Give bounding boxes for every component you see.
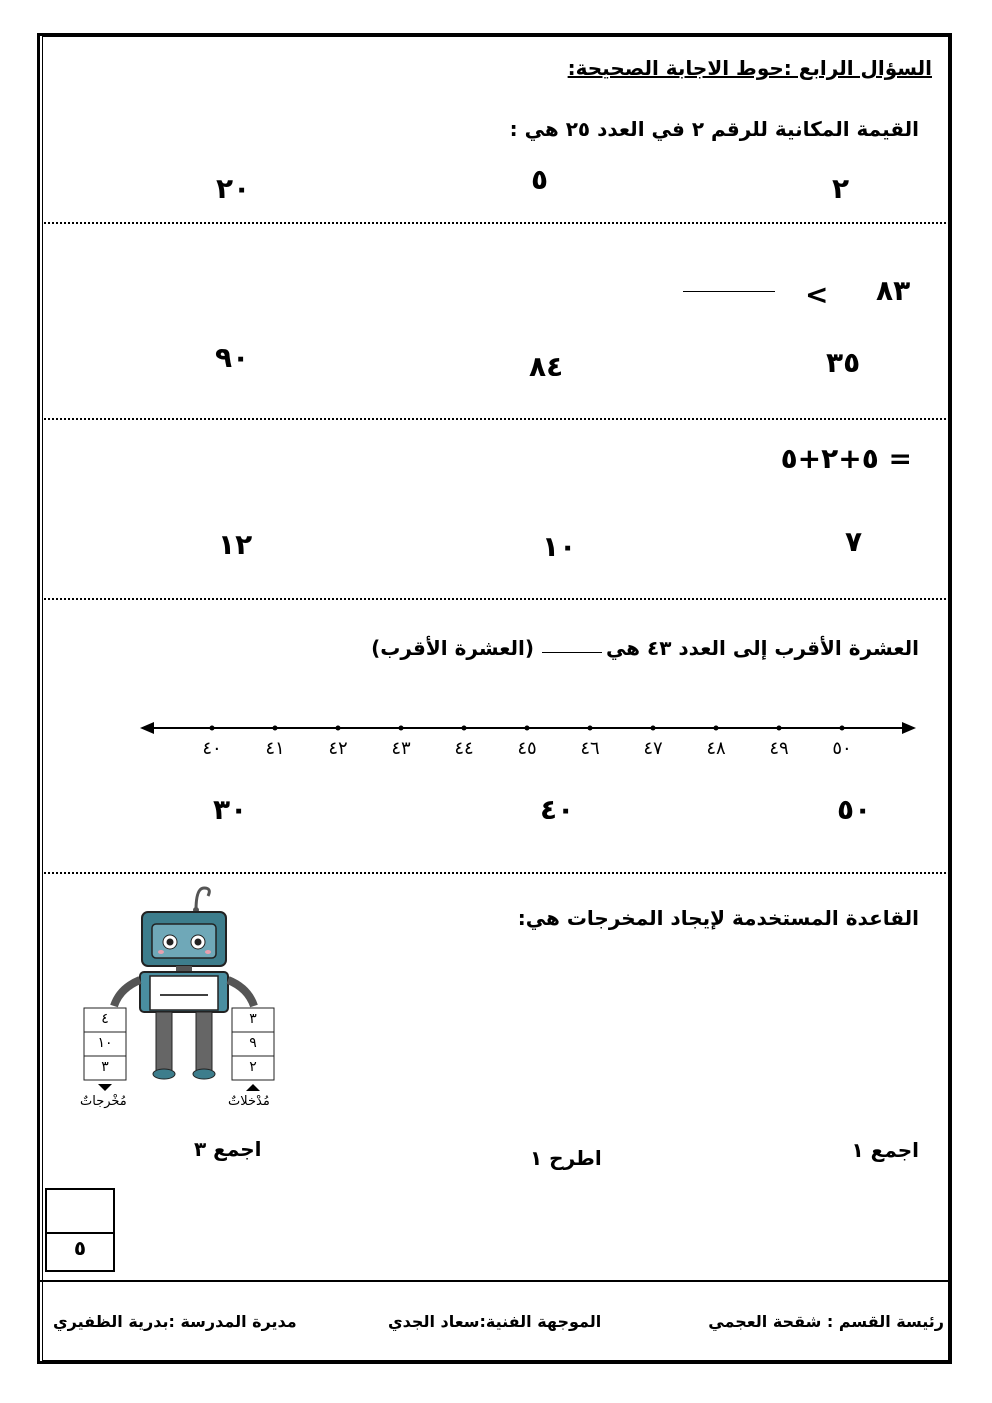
number-line-label: ٤٤ <box>454 738 474 759</box>
divider <box>44 598 950 600</box>
question-heading: السؤال الرابع :حوط الاجابة الصحيحة: <box>567 56 932 80</box>
number-line-point <box>336 726 341 731</box>
q2-symbol: < <box>805 278 829 311</box>
number-line-label: ٤٣ <box>391 738 411 759</box>
q2-option-2[interactable]: ٨٤ <box>529 350 564 383</box>
footer-divider <box>40 1280 952 1282</box>
q5-prompt: القاعدة المستخدمة لإيجاد المخرجات هي: <box>517 906 919 930</box>
score-box <box>45 1188 115 1272</box>
number-line-label: ٤٨ <box>706 738 726 759</box>
q3-option-2[interactable]: ١٠ <box>542 530 577 563</box>
output-value-3: ٣ <box>101 1059 109 1075</box>
number-line-label: ٤٢ <box>328 738 348 759</box>
q1-option-2[interactable]: ٥ <box>531 163 549 196</box>
input-value-1: ٣ <box>249 1011 257 1027</box>
number-line-label: ٤٦ <box>580 738 600 759</box>
q4-blank <box>542 652 602 653</box>
q3-expression: = ٥+٢+٥ <box>780 442 912 475</box>
number-line-point <box>273 726 278 731</box>
number-line-point <box>777 726 782 731</box>
number-line-label: ٤٥ <box>517 738 537 759</box>
number-line <box>140 716 916 740</box>
footer-head: رئيسة القسم : شقحة العجمي <box>708 1312 944 1331</box>
output-value-1: ٤ <box>101 1011 109 1027</box>
number-line-label: ٤١ <box>265 738 285 759</box>
q1-prompt: القيمة المكانية للرقم ٢ في العدد ٢٥ هي : <box>509 117 919 141</box>
number-line-point <box>840 726 845 731</box>
q2-number: ٨٣ <box>876 274 911 307</box>
divider <box>44 222 950 224</box>
q5-option-2[interactable]: اطرح ١ <box>530 1146 602 1170</box>
divider <box>44 872 950 874</box>
number-line-label: ٤٩ <box>769 738 789 759</box>
input-value-2: ٩ <box>249 1035 257 1051</box>
q4-hint: (العشرة الأقرب) <box>371 636 534 660</box>
output-value-2: ١٠ <box>97 1035 113 1051</box>
input-value-3: ٢ <box>249 1059 257 1075</box>
q4-option-1[interactable]: ٥٠ <box>837 793 872 826</box>
q4-option-2[interactable]: ٤٠ <box>540 793 575 826</box>
divider <box>44 418 950 420</box>
number-line-point <box>210 726 215 731</box>
footer-supervisor: الموجهة الفنية:سعاد الجدي <box>388 1312 602 1331</box>
number-line-point <box>714 726 719 731</box>
q1-option-3[interactable]: ٢٠ <box>216 172 251 205</box>
score-value: ٥ <box>73 1236 87 1260</box>
number-line-point <box>588 726 593 731</box>
q4-prompt: العشرة الأقرب إلى العدد ٤٣ هي <box>605 636 919 660</box>
number-line-point <box>399 726 404 731</box>
q4-option-3[interactable]: ٣٠ <box>213 793 248 826</box>
q5-option-1[interactable]: اجمع ١ <box>851 1138 919 1162</box>
q1-option-1[interactable]: ٢ <box>832 172 850 205</box>
number-line-label: ٤٧ <box>643 738 663 759</box>
number-line-label: ٤٠ <box>202 738 222 759</box>
outputs-label: مُخْرجاتٌ <box>80 1094 127 1109</box>
q3-option-1[interactable]: ٧ <box>845 525 863 558</box>
page-frame-inner <box>42 36 949 1361</box>
footer-principal: مديرة المدرسة :بدرية الظفيري <box>53 1312 297 1331</box>
q3-option-3[interactable]: ١٢ <box>218 528 253 561</box>
number-line-point <box>651 726 656 731</box>
number-line-point <box>525 726 530 731</box>
number-line-point <box>462 726 467 731</box>
inputs-label: مُدْخلاتٌ <box>228 1094 270 1109</box>
number-line-label: ٥٠ <box>832 738 852 759</box>
q5-option-3[interactable]: اجمع ٣ <box>194 1137 262 1161</box>
q2-blank <box>683 291 775 292</box>
robot-illustration <box>78 880 288 1110</box>
q2-option-1[interactable]: ٣٥ <box>826 346 861 379</box>
q2-option-3[interactable]: ٩٠ <box>215 341 250 374</box>
